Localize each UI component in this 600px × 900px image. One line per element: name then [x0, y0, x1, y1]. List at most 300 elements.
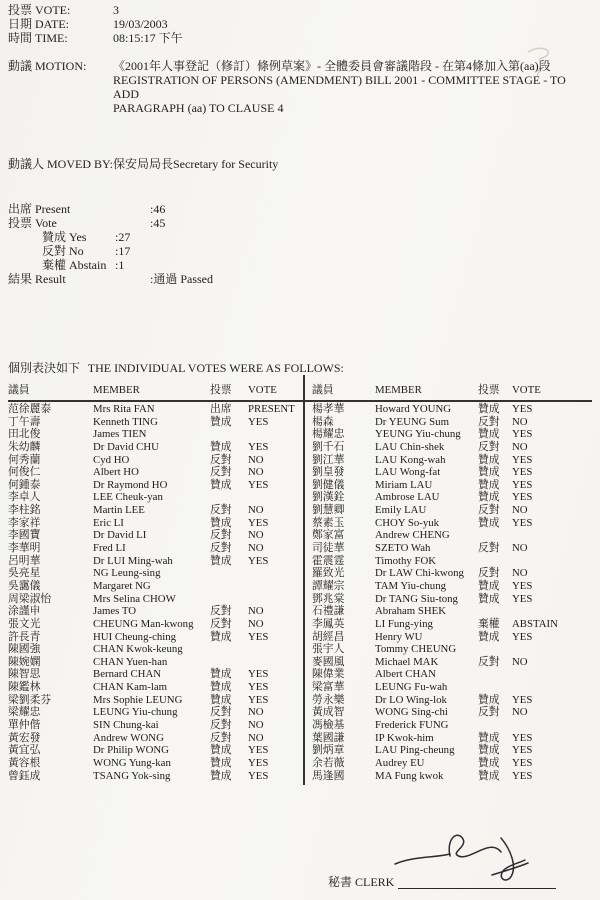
vote-en: NO: [248, 542, 264, 555]
individual-votes-title-cn: 個別表決如下: [8, 361, 81, 375]
table-column-divider: [303, 375, 305, 785]
clerk-label: 秘書 CLERK: [328, 875, 395, 889]
table-row: [312, 504, 592, 517]
table-row: [312, 567, 592, 580]
member-name-cn: 劉慧卿: [312, 504, 345, 517]
moved-by-value: 保安局局長Secretary for Security: [113, 157, 279, 171]
table-row: [312, 555, 592, 568]
member-name-en: Dr David CHU: [93, 440, 159, 453]
table-row: [312, 694, 592, 707]
vote-number-row: [8, 3, 183, 17]
vote-cn: 反對: [210, 529, 232, 542]
vote-cn: 贊成: [478, 592, 500, 605]
vote-cn: 贊成: [478, 491, 500, 504]
table-row: [8, 466, 295, 479]
member-name-en: Andrew WONG: [93, 731, 164, 744]
member-name-cn: 梁富華: [312, 681, 345, 694]
member-name-cn: 黃宜弘: [8, 744, 41, 757]
member-name-cn: 余若薇: [312, 756, 345, 769]
member-name-en: LAU Wong-fat: [375, 466, 441, 479]
member-name-cn: 李柱銘: [8, 504, 41, 517]
vote-cn: 反對: [478, 567, 500, 580]
table-row: [8, 643, 295, 656]
vote-cn: 贊成: [210, 415, 232, 428]
member-name-cn: 劉健儀: [312, 478, 345, 491]
date-row: [8, 17, 183, 31]
vote-cn: 反對: [478, 440, 500, 453]
vote-en: YES: [512, 428, 533, 441]
member-name-en: Howard YOUNG: [375, 403, 452, 415]
member-name-cn: 霍震霆: [312, 554, 345, 567]
vote-en: YES: [512, 516, 533, 529]
member-name-cn: 劉千石: [312, 440, 345, 453]
vote-en: YES: [512, 756, 533, 769]
summary-value: :45: [150, 216, 166, 230]
vote-table-right-rows: [312, 403, 592, 782]
vote-en: YES: [512, 693, 533, 706]
table-row: [312, 403, 592, 416]
vote-cn: 贊成: [478, 769, 500, 782]
member-name-cn: 梁耀忠: [8, 706, 41, 719]
member-name-cn: 吳靄儀: [8, 579, 41, 592]
member-name-en: NG Leung-sing: [93, 567, 161, 580]
member-name-en: Dr YEUNG Sum: [375, 415, 449, 428]
table-row: [312, 454, 592, 467]
member-name-cn: 馬逢國: [312, 769, 345, 782]
vote-en: YES: [512, 491, 533, 504]
member-name-en: Timothy FOK: [375, 554, 437, 567]
table-row: [8, 491, 295, 504]
member-name-cn: 馮檢基: [312, 719, 345, 732]
vote-en: NO: [512, 567, 528, 580]
table-row: [8, 757, 295, 770]
table-row: [312, 631, 592, 644]
vote-en: YES: [248, 554, 269, 567]
member-name-en: CHAN Kam-lam: [93, 681, 168, 694]
table-row: [312, 529, 592, 542]
vote-number-label: 投票 VOTE:: [8, 3, 71, 17]
table-row: [8, 631, 295, 644]
table-row: [312, 681, 592, 694]
member-name-en: LAU Chin-shek: [375, 440, 445, 453]
member-name-en: Miriam LAU: [375, 478, 433, 491]
member-name-cn: 何鍾泰: [8, 478, 41, 491]
vote-cn: 贊成: [478, 466, 500, 479]
member-name-en: Henry WU: [375, 630, 423, 643]
member-name-cn: 黃成智: [312, 706, 345, 719]
member-name-en: WONG Sing-chi: [375, 706, 448, 719]
member-name-en: Albert HO: [93, 466, 139, 479]
member-name-en: Ambrose LAU: [375, 491, 440, 504]
table-row: [8, 732, 295, 745]
table-row: [312, 643, 592, 656]
member-name-en: SIN Chung-kai: [93, 719, 159, 732]
table-row: [8, 744, 295, 757]
table-row: [8, 403, 295, 416]
vote-cn: 贊成: [478, 478, 500, 491]
member-name-en: Albert CHAN: [375, 668, 436, 681]
motion-line-en-2: PARAGRAPH (aa) TO CLAUSE 4: [113, 101, 284, 115]
date-label: 日期 DATE:: [8, 17, 69, 31]
member-name-en: Eric LI: [93, 516, 124, 529]
table-row: [312, 428, 592, 441]
summary-row: [8, 230, 213, 244]
vote-en: NO: [248, 617, 264, 630]
vote-cn: 反對: [210, 719, 232, 732]
member-name-cn: 張宇人: [312, 643, 345, 656]
member-name-en: Fred LI: [93, 542, 126, 555]
summary-label: 反對 No: [42, 244, 84, 258]
member-name-cn: 丁午壽: [8, 415, 41, 428]
member-name-en: Cyd HO: [93, 453, 130, 466]
time-value: 08:15:17 下午: [113, 31, 183, 45]
member-name-cn: 呂明華: [8, 554, 41, 567]
table-row: [312, 416, 592, 429]
vote-cn: 反對: [478, 706, 500, 719]
member-name-cn: 許長青: [8, 630, 41, 643]
vote-en: YES: [248, 756, 269, 769]
table-row: [312, 491, 592, 504]
moved-by-label: 動議人 MOVED BY:: [8, 157, 113, 171]
member-name-en: YEUNG Yiu-chung: [375, 428, 461, 441]
member-name-cn: 田北俊: [8, 428, 41, 441]
summary-label: 出席 Present: [8, 202, 71, 216]
member-name-en: MA Fung kwok: [375, 769, 444, 782]
member-name-en: Dr TANG Siu-tong: [375, 592, 458, 605]
vote-cn: 反對: [478, 415, 500, 428]
table-row: [8, 719, 295, 732]
member-name-en: TSANG Yok-sing: [93, 769, 171, 782]
vote-en: NO: [248, 453, 264, 466]
member-name-en: Kenneth TING: [93, 415, 158, 428]
member-name-en: CHEUNG Man-kwong: [93, 617, 194, 630]
table-row: [312, 479, 592, 492]
vote-en: YES: [248, 681, 269, 694]
vote-cn: 贊成: [478, 693, 500, 706]
table-row: [312, 732, 592, 745]
member-name-en: LAU Ping-cheung: [375, 744, 455, 757]
table-row: [8, 542, 295, 555]
vote-cn: 反對: [478, 504, 500, 517]
date-value: 19/03/2003: [113, 17, 168, 31]
vote-cn: 反對: [210, 453, 232, 466]
summary-label: 結果 Result: [8, 272, 66, 286]
member-name-cn: 鄭家富: [312, 529, 345, 542]
vote-cn: 贊成: [478, 731, 500, 744]
table-row: [312, 542, 592, 555]
member-name-cn: 陳偉業: [312, 668, 345, 681]
vote-en: YES: [512, 579, 533, 592]
member-name-en: CHAN Yuen-han: [93, 655, 168, 668]
vote-table-left: [8, 384, 295, 782]
vote-cn: 贊成: [210, 668, 232, 681]
member-name-cn: 涂謹申: [8, 605, 41, 618]
member-name-en: Bernard CHAN: [93, 668, 162, 681]
table-row: [8, 567, 295, 580]
member-name-cn: 葉國謙: [312, 731, 345, 744]
table-row: [312, 706, 592, 719]
table-row: [8, 555, 295, 568]
table-row: [8, 656, 295, 669]
vote-cn: 出席: [210, 403, 232, 415]
member-name-en: Martin LEE: [93, 504, 145, 517]
moved-by-row: [8, 157, 278, 171]
vote-en: YES: [512, 478, 533, 491]
member-name-en: Dr Philip WONG: [93, 744, 169, 757]
vote-cn: 贊成: [210, 630, 232, 643]
member-name-en: TAM Yiu-chung: [375, 579, 447, 592]
vote-cn: 反對: [210, 706, 232, 719]
header-member-en: MEMBER: [93, 384, 140, 396]
table-row: [8, 605, 295, 618]
vote-cn: 贊成: [210, 681, 232, 694]
member-name-cn: 吳亮星: [8, 567, 41, 580]
motion-label: 動議 MOTION:: [8, 59, 87, 73]
summary-row: [8, 244, 213, 258]
vote-en: NO: [512, 706, 528, 719]
vote-en: NO: [248, 529, 264, 542]
member-name-en: CHAN Kwok-keung: [93, 643, 183, 656]
table-row: [8, 479, 295, 492]
summary-row: [8, 272, 213, 286]
member-name-cn: 楊耀忠: [312, 428, 345, 441]
vote-cn: 贊成: [210, 554, 232, 567]
motion-text: [113, 59, 583, 115]
vote-en: NO: [512, 542, 528, 555]
vote-cn: 贊成: [478, 579, 500, 592]
vote-cn: 贊成: [210, 516, 232, 529]
member-name-en: Margaret NG: [93, 579, 151, 592]
vote-number-value: 3: [113, 3, 119, 17]
member-name-en: SZETO Wah: [375, 542, 431, 555]
motion-line-en-1: REGISTRATION OF PERSONS (AMENDMENT) BILL 2001 - COMMITTEE STAGE - TO ADD: [113, 73, 566, 101]
member-name-cn: 周梁淑怡: [8, 592, 52, 605]
member-name-en: Mrs Sophie LEUNG: [93, 693, 183, 706]
table-row: [8, 694, 295, 707]
scan-artifact: [524, 44, 558, 80]
vote-en: YES: [512, 403, 533, 415]
vote-cn: 反對: [210, 605, 232, 618]
summary-row: [8, 216, 213, 230]
table-row: [8, 454, 295, 467]
member-name-cn: 陳鑑林: [8, 681, 41, 694]
member-name-cn: 陳智思: [8, 668, 41, 681]
summary-value: :通過 Passed: [150, 272, 214, 286]
table-row: [312, 605, 592, 618]
member-name-cn: 石禮謙: [312, 605, 345, 618]
summary-value: :27: [115, 230, 131, 244]
vote-en: YES: [512, 744, 533, 757]
member-name-cn: 劉漢銓: [312, 491, 345, 504]
vote-en: YES: [248, 744, 269, 757]
table-row: [312, 744, 592, 757]
summary-row: [8, 202, 213, 216]
header-member-cn: 議員: [312, 384, 334, 396]
member-name-en: Dr Raymond HO: [93, 478, 168, 491]
member-name-cn: 劉炳章: [312, 744, 345, 757]
vote-cn: 贊成: [478, 744, 500, 757]
table-row: [312, 668, 592, 681]
vote-en: NO: [248, 706, 264, 719]
member-name-en: Andrew CHENG: [375, 529, 450, 542]
member-name-cn: 黃宏發: [8, 731, 41, 744]
member-name-en: James TO: [93, 605, 137, 618]
summary-label: 棄權 Abstain: [42, 258, 107, 272]
vote-cn: 反對: [210, 504, 232, 517]
member-name-cn: 陳婉嫻: [8, 655, 41, 668]
member-name-cn: 劉皇發: [312, 466, 345, 479]
vote-table-left-rows: [8, 403, 295, 782]
table-row: [312, 517, 592, 530]
member-name-en: Abraham SHEK: [375, 605, 447, 618]
member-name-en: LEUNG Fu-wah: [375, 681, 448, 694]
table-row: [8, 441, 295, 454]
vote-cn: 贊成: [478, 428, 500, 441]
summary-label: 贊成 Yes: [42, 230, 87, 244]
member-name-cn: 譚耀宗: [312, 579, 345, 592]
table-row: [8, 770, 295, 783]
time-row: [8, 31, 183, 45]
table-row: [312, 593, 592, 606]
member-name-cn: 鄧兆棠: [312, 592, 345, 605]
vote-cn: 贊成: [210, 744, 232, 757]
summary-value: :46: [150, 202, 166, 216]
table-row: [8, 706, 295, 719]
motion-line-cn: 《2001年人事登記（修訂）條例草案》- 全體委員會審議階段 - 在第4條加入第(aa)段: [113, 59, 551, 73]
vote-en: YES: [512, 769, 533, 782]
table-row: [312, 441, 592, 454]
table-row: [312, 618, 592, 631]
summary-value: :1: [115, 258, 125, 272]
vote-en: PRESENT: [248, 403, 295, 415]
table-row: [8, 618, 295, 631]
vote-cn: 反對: [210, 542, 232, 555]
table-row: [312, 466, 592, 479]
indent-spacer: [8, 258, 42, 272]
member-name-en: Frederick FUNG: [375, 719, 449, 732]
vote-cn: 贊成: [478, 756, 500, 769]
vote-en: NO: [248, 605, 264, 618]
member-name-en: WONG Yung-kan: [93, 756, 171, 769]
vote-en: NO: [512, 440, 528, 453]
member-name-en: Dr LO Wing-lok: [375, 693, 447, 706]
member-name-cn: 蔡素玉: [312, 516, 345, 529]
member-name-en: Michael MAK: [375, 655, 439, 668]
vote-en: YES: [248, 440, 269, 453]
member-name-en: LI Fung-ying: [375, 617, 433, 630]
vote-cn: 棄權: [478, 617, 500, 630]
meta-block: [8, 3, 183, 45]
table-row: [312, 770, 592, 783]
summary-label: 投票 Vote: [8, 216, 57, 230]
time-label: 時間 TIME:: [8, 31, 68, 45]
vote-en: YES: [512, 592, 533, 605]
vote-cn: 贊成: [210, 478, 232, 491]
vote-en: ABSTAIN: [512, 617, 558, 630]
summary-block: [8, 202, 213, 286]
vote-en: YES: [248, 415, 269, 428]
table-row: [8, 416, 295, 429]
header-vote-en: VOTE: [248, 384, 277, 396]
member-name-cn: 胡經昌: [312, 630, 345, 643]
vote-en: NO: [248, 731, 264, 744]
member-name-cn: 司徒華: [312, 542, 345, 555]
vote-en: YES: [248, 769, 269, 782]
vote-cn: 贊成: [210, 693, 232, 706]
member-name-en: Mrs Rita FAN: [93, 403, 155, 415]
header-member-en: MEMBER: [375, 384, 422, 396]
member-name-en: Emily LAU: [375, 504, 427, 517]
vote-cn: 反對: [478, 542, 500, 555]
vote-en: YES: [248, 693, 269, 706]
member-name-en: LEUNG Yiu-chung: [93, 706, 178, 719]
header-member-cn: 議員: [8, 384, 30, 396]
table-row: [8, 529, 295, 542]
vote-en: NO: [512, 504, 528, 517]
vote-en: YES: [248, 668, 269, 681]
member-name-cn: 何俊仁: [8, 466, 41, 479]
vote-cn: 反對: [478, 655, 500, 668]
table-row: [8, 681, 295, 694]
vote-cn: 贊成: [210, 756, 232, 769]
member-name-cn: 李家祥: [8, 516, 41, 529]
member-name-en: Audrey EU: [375, 756, 425, 769]
member-name-en: CHOY So-yuk: [375, 516, 440, 529]
summary-value: :17: [115, 244, 131, 258]
vote-en: NO: [248, 466, 264, 479]
member-name-en: HUI Cheung-ching: [93, 630, 177, 643]
vote-en: YES: [248, 630, 269, 643]
table-row: [312, 757, 592, 770]
member-name-en: Dr LAW Chi-kwong: [375, 567, 464, 580]
vote-en: NO: [248, 504, 264, 517]
member-name-cn: 羅致光: [312, 567, 345, 580]
vote-cn: 贊成: [478, 630, 500, 643]
member-name-en: Dr LUI Ming-wah: [93, 554, 173, 567]
member-name-cn: 李鳳英: [312, 617, 345, 630]
vote-cn: 贊成: [478, 453, 500, 466]
vote-cn: 贊成: [210, 440, 232, 453]
table-header-rule: [8, 400, 592, 402]
clerk-signature-line: [398, 875, 556, 889]
member-name-cn: 勞永樂: [312, 693, 345, 706]
member-name-cn: 李卓人: [8, 491, 41, 504]
vote-en: YES: [512, 731, 533, 744]
vote-en: YES: [248, 516, 269, 529]
member-name-en: IP Kwok-him: [375, 731, 434, 744]
vote-cn: 反對: [210, 617, 232, 630]
indent-spacer: [8, 244, 42, 258]
member-name-cn: 單仲偕: [8, 719, 41, 732]
header-vote-cn: 投票: [478, 384, 500, 396]
member-name-en: LAU Kong-wah: [375, 453, 446, 466]
member-name-cn: 李國寶: [8, 529, 41, 542]
table-row: [8, 504, 295, 517]
table-row: [8, 580, 295, 593]
member-name-cn: 劉江華: [312, 453, 345, 466]
vote-cn: 贊成: [478, 403, 500, 415]
vote-en: YES: [512, 466, 533, 479]
member-name-cn: 陳國強: [8, 643, 41, 656]
member-name-cn: 楊森: [312, 415, 334, 428]
table-row: [8, 517, 295, 530]
vote-en: YES: [512, 453, 533, 466]
individual-votes-title: [8, 361, 344, 375]
table-row: [8, 428, 295, 441]
vote-cn: 反對: [210, 731, 232, 744]
member-name-en: Dr David LI: [93, 529, 147, 542]
table-row: [8, 668, 295, 681]
